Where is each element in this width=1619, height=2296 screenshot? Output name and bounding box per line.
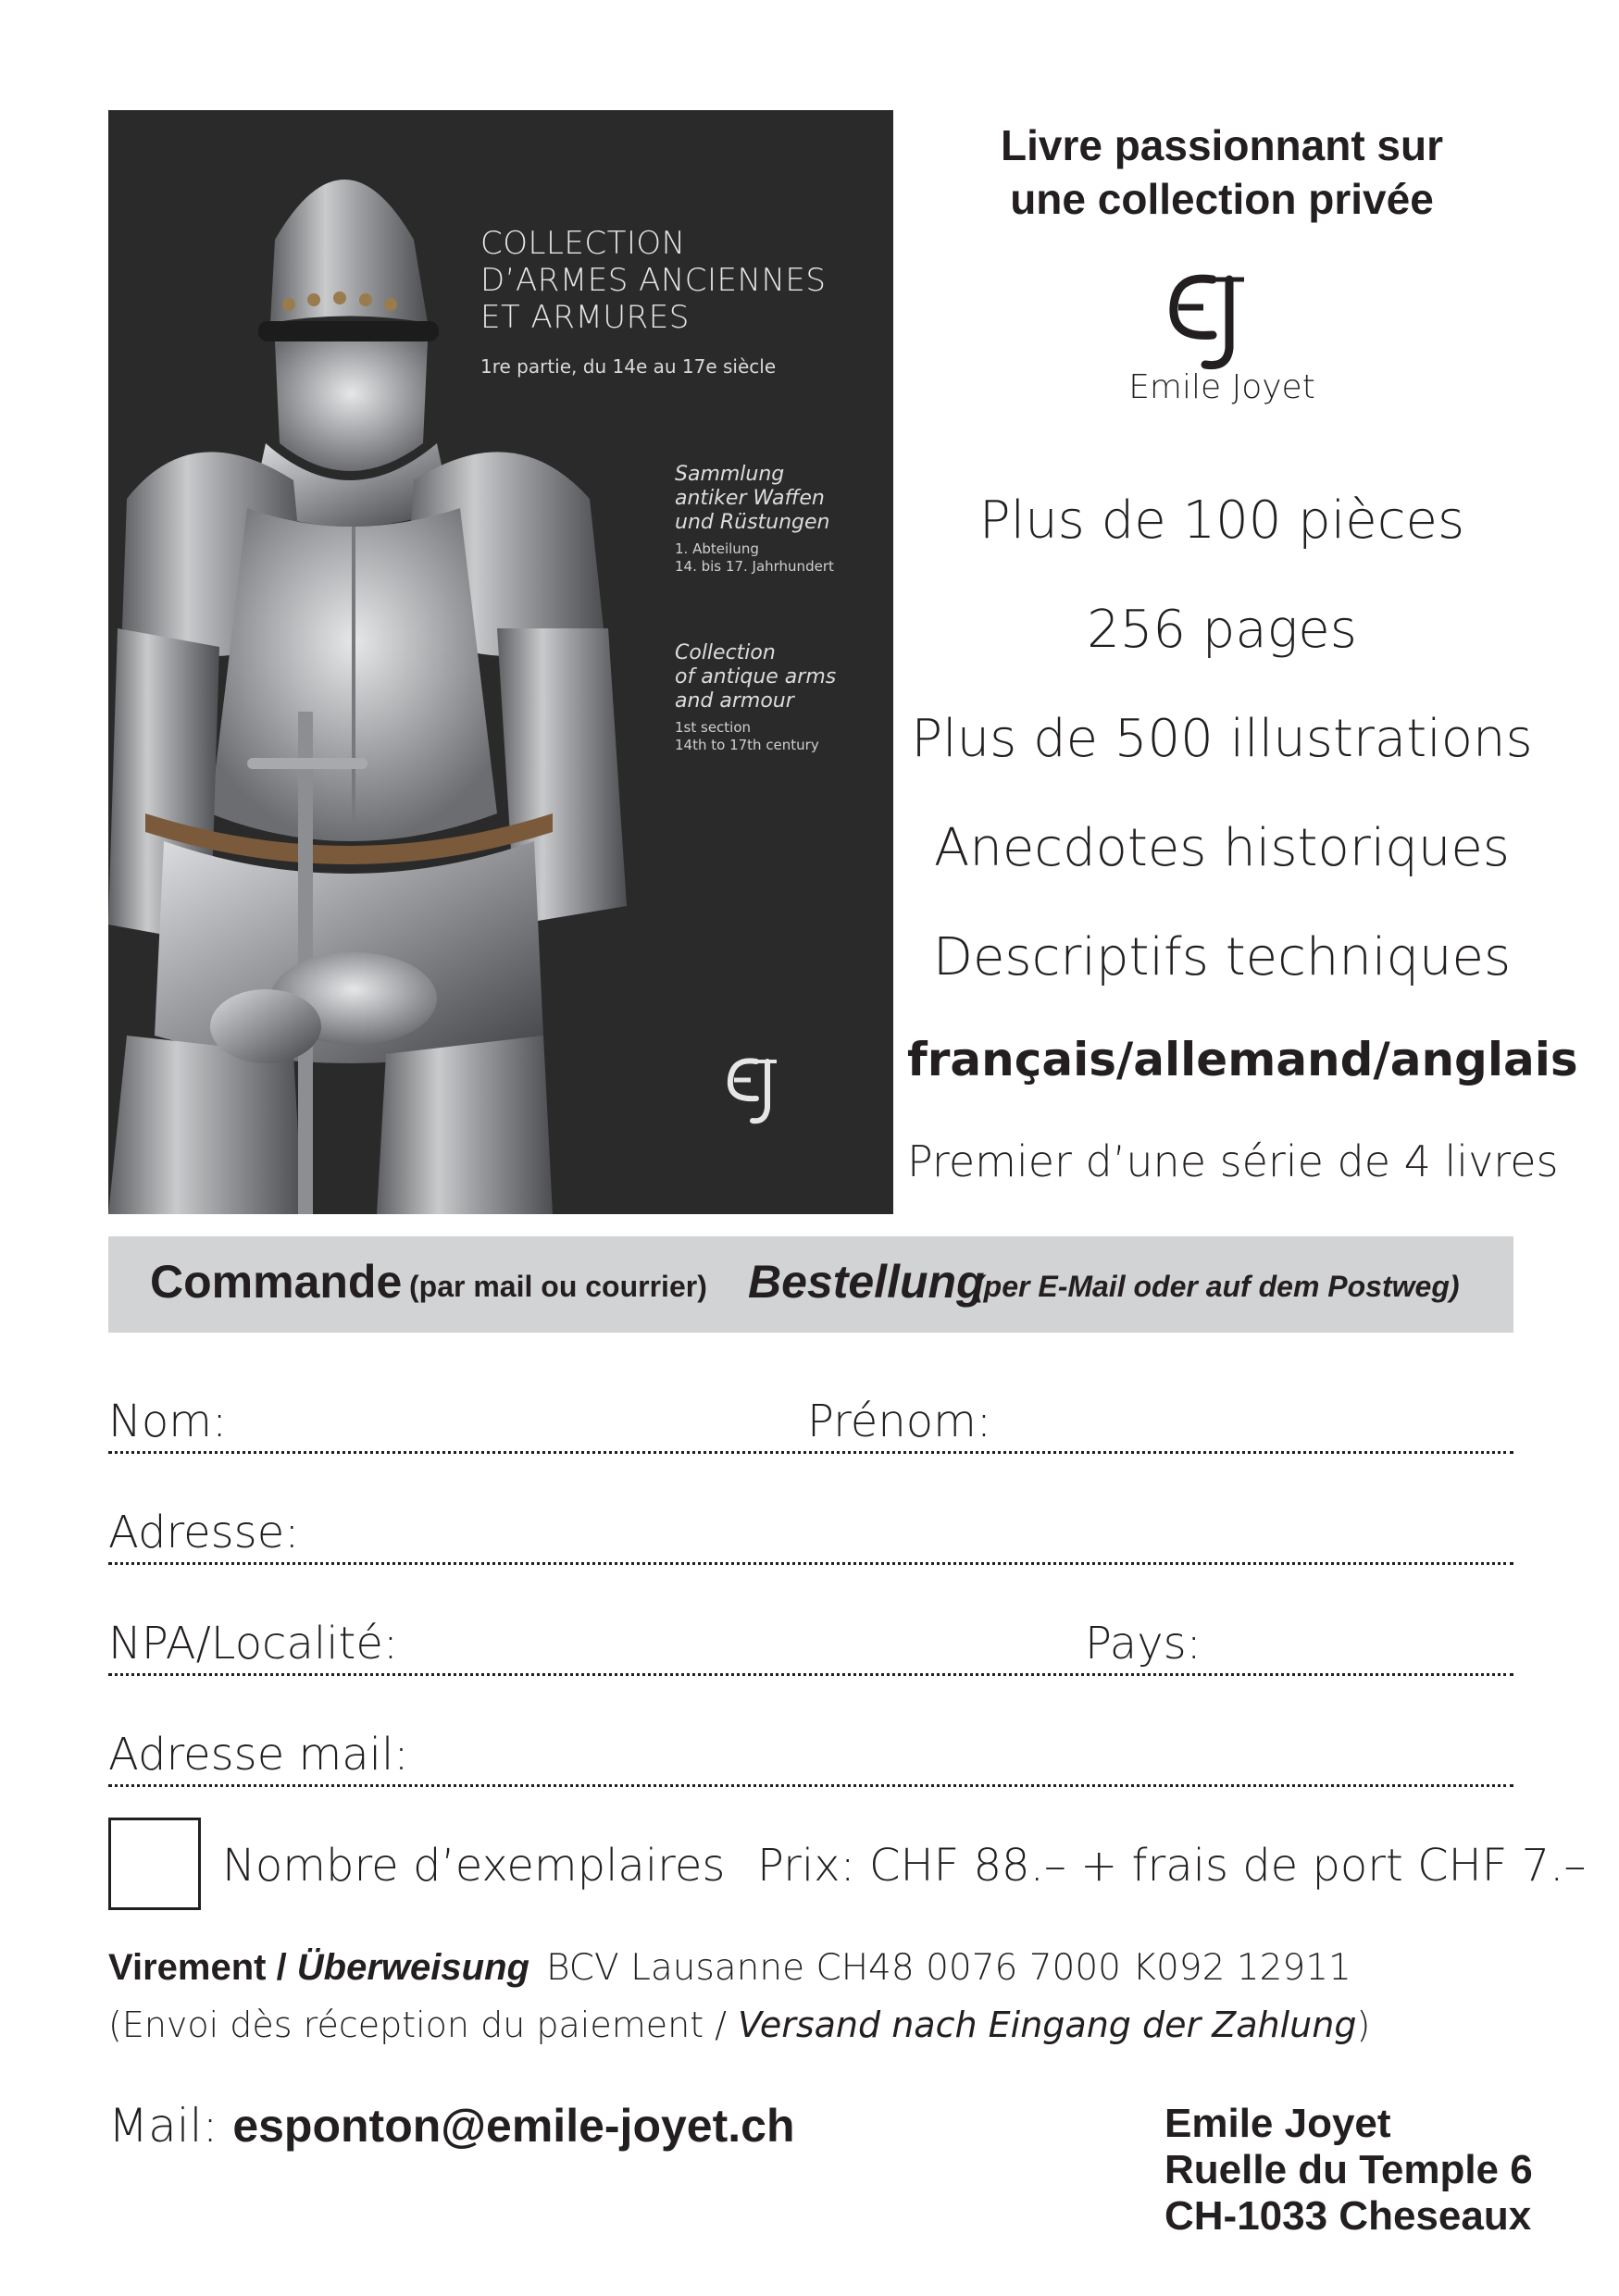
adresse-field[interactable] <box>108 1562 1513 1565</box>
payment-note <box>108 2004 1370 2045</box>
payment-note-end: ) <box>1356 2004 1371 2045</box>
headline: Livre passionnant sur une collection privée <box>1000 121 1443 223</box>
feature-descriptions: Descriptifs techniques <box>932 927 1512 987</box>
order-subtitle-de: (per E-Mail oder auf dem Postweg) <box>974 1270 1460 1303</box>
address-city: CH-1033 Cheseaux <box>1164 2193 1532 2239</box>
order-subtitle-fr: (par mail ou courrier) <box>409 1270 707 1303</box>
ej-monogram-icon <box>719 1045 793 1128</box>
pays-label: Pays: <box>1085 1618 1202 1669</box>
contact-mail <box>108 2099 795 2153</box>
mail-link[interactable]: esponton@emile-joyet.ch <box>232 2100 795 2152</box>
adresse-label: Adresse: <box>108 1507 300 1558</box>
cover-german-title: Sammlung antiker Waffen und Rüstungen 1. Abteilung 14. bis 17. Jahrhundert <box>675 463 834 575</box>
quantity-label: Nombre d’exemplaires <box>222 1840 726 1892</box>
mail-label: Mail: <box>108 2099 233 2153</box>
cover-english-title: Collection of antique arms and armour 1st section 14th to 17th century <box>675 641 837 753</box>
email-label: Adresse mail: <box>108 1729 409 1781</box>
book-cover <box>108 110 893 1214</box>
ej-monogram-icon <box>1148 259 1277 370</box>
npa-label: NPA/Localité: <box>108 1618 399 1669</box>
address-street: Ruelle du Temple 6 <box>1164 2147 1533 2192</box>
feature-series: Premier d’une série de 4 livres <box>907 1136 1559 1186</box>
price-text: Prix: CHF 88.– + frais de port CHF 7.– <box>757 1840 1587 1892</box>
prenom-label: Prénom: <box>807 1396 992 1447</box>
payment-label-de: Überweisung <box>296 1947 529 1988</box>
feature-anecdotes: Anecdotes historiques <box>934 818 1510 878</box>
feature-pages: 256 pages <box>1087 600 1357 660</box>
payment-label-fr: Virement / <box>108 1947 297 1988</box>
feature-languages: français/allemand/anglais <box>907 1033 1578 1086</box>
feature-illustrations: Plus de 500 illustrations <box>911 709 1533 769</box>
address-name: Emile Joyet <box>1164 2101 1391 2146</box>
bank-details: BCV Lausanne CH48 0076 7000 K092 12911 <box>545 1947 1351 1989</box>
cover-subtitle: 1re partie, du 14e au 17e siècle <box>480 355 777 378</box>
nom-field[interactable] <box>108 1451 1513 1454</box>
payment-note-fr: (Envoi dès réception du paiement / <box>108 2004 739 2045</box>
quantity-box[interactable] <box>108 1818 201 1910</box>
payment-info <box>108 1947 1351 1989</box>
payment-note-de: Versand nach Eingang der Zahlung <box>738 2004 1357 2045</box>
brand-name: Emile Joyet <box>1128 368 1315 406</box>
order-title-de: Bestellung <box>748 1256 985 1308</box>
postal-address <box>1164 2101 1533 2240</box>
order-title-fr: Commande <box>150 1256 403 1308</box>
nom-label: Nom: <box>108 1396 228 1447</box>
email-field[interactable] <box>108 1784 1513 1787</box>
feature-pieces: Plus de 100 pièces <box>978 490 1465 551</box>
npa-field[interactable] <box>108 1673 1513 1676</box>
cover-title: COLLECTION D’ARMES ANCIENNES ET ARMURES <box>480 225 827 336</box>
